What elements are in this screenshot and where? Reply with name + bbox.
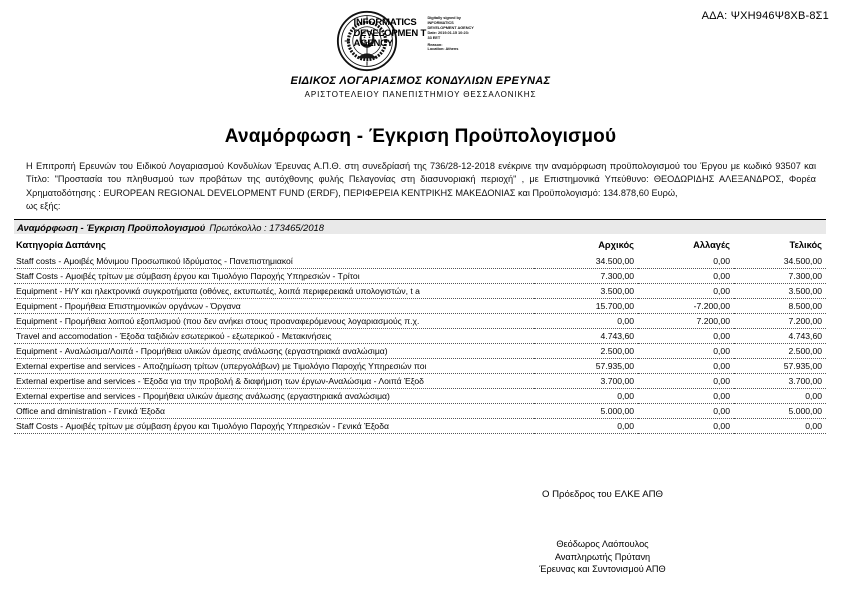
stamp-line-6: Reason:	[427, 41, 443, 47]
stamp-line-1: Digitally signed by	[427, 15, 461, 20]
cell-final: 2.500,00	[734, 344, 826, 359]
table-row	[14, 314, 826, 329]
cell-category: Staff Costs - Αμοιβές τρίτων με σύμβαση έργου και Τιμολόγιο Παροχής Υπηρεσιών - Τρίτοι	[14, 269, 534, 284]
column-header-category: Κατηγορία Δαπάνης	[16, 240, 106, 250]
cell-category: External expertise and services - Αποζημίωση τρίτων (υπεργολάβων) με Τιμολόγιο Παροχής Υπηρεσιών ποι	[14, 359, 534, 374]
cell-initial: 34.500,00	[534, 254, 638, 269]
cell-changes: 0,00	[638, 389, 734, 404]
organization-name: ΕΙΔΙΚΟΣ ΛΟΓΑΡΙΑΣΜΟΣ ΚΟΝΔΥΛΙΩΝ ΕΡΕΥΝΑΣ	[290, 75, 551, 87]
cell-final: 7.300,00	[734, 269, 826, 284]
cell-initial: 4.743,60	[534, 329, 638, 344]
cell-category: Staff Costs - Αμοιβές τρίτων με σύμβαση έργου και Τιμολόγιο Παροχής Υπηρεσιών - Γενικά Έξοδα	[14, 419, 534, 434]
cell-category: Equipment - Η/Υ και ηλεκτρονικά συγκροτήματα (οθόνες, εκτυπωτές, λοιπά περιφερειακά υπολογιστών, t a	[14, 284, 534, 299]
cell-changes: 0,00	[638, 359, 734, 374]
cell-changes: 0,00	[638, 374, 734, 389]
signatory-role-line-2: Έρευνας και Συντονισμού ΑΠΘ	[539, 564, 666, 575]
section-bar	[14, 219, 826, 234]
cell-initial: 7.300,00	[534, 269, 638, 284]
organization-subtitle: ΑΡΙΣΤΟΤΕΛΕΙΟΥ ΠΑΝΕΠΙΣΤΗΜΙΟΥ ΘΕΣΣΑΛΟΝΙΚΗΣ	[304, 90, 537, 99]
page-title: Αναμόρφωση - Έγκριση Προϋπολογισμού	[224, 126, 617, 147]
cell-initial: 3.700,00	[534, 374, 638, 389]
budget-table	[14, 240, 826, 434]
seal-wrap	[328, 6, 524, 74]
cell-final: 57.935,00	[734, 359, 826, 374]
cell-changes: 0,00	[638, 404, 734, 419]
cell-final: 4.743,60	[734, 329, 826, 344]
budget-table-wrap	[14, 240, 826, 434]
seal-row	[0, 6, 841, 74]
table-row	[14, 299, 826, 314]
cell-category: External expertise and services - Προμήθεια υλικών άμεσης ανάλωσης (εργαστηριακά αναλώσιμα)	[14, 389, 534, 404]
cell-changes: 0,00	[638, 269, 734, 284]
column-header-final: Τελικός	[789, 240, 822, 250]
cell-final: 5.000,00	[734, 404, 826, 419]
table-header-row	[14, 240, 826, 254]
table-row	[14, 329, 826, 344]
cell-changes: 0,00	[638, 254, 734, 269]
table-row	[14, 359, 826, 374]
signatory-name: Θεόδωρος Λαόπουλος	[556, 539, 649, 549]
seal-overlay-label: INFORMATICS DEVELOPMEN T AGENCY	[353, 17, 427, 49]
cell-initial: 0,00	[534, 314, 638, 329]
cell-initial: 0,00	[534, 389, 638, 404]
column-header-initial: Αρχικός	[598, 240, 634, 250]
intro-body: Η Επιτροπή Ερευνών του Ειδικού Λογαριασμού Κονδυλίων Έρευνας Α.Π.Θ. στη συνεδρίασή της 736/28-12-2018 ενέκρινε την αναμόρφωση προϋπολογισμού του Έργου με κωδικό 93507 και Τίτλο: "Προστασία του πληθυσμού των προβάτων της αυτόχθονης φυλής Πελαγονίας στη διασυνοριακή περιοχή" , με Επιστημονικά Υπεύθυνο: ΘΕΟΔΩΡΙΔΗΣ ΑΛΕΞΑΝΔΡΟΣ, Φορέα Χρηματοδότησης : EUROPEAN REGIONAL DEVELOPMENT FUND (ERDF), ΠΕΡΙΦΕΡΕΙΑ ΚΕΝΤΡΙΚΗΣ ΜΑΚΕΔΟΝΙΑΣ και Προϋπολογισμό: 134.878,60 Ευρώ,	[26, 161, 816, 198]
cell-category: Equipment - Προμήθεια λοιπού εξοπλισμού (που δεν ανήκει στους προαναφερόμενους λογαριασμούς π.χ.	[14, 314, 534, 329]
ada-code: ΑΔΑ: ΨΧΗ946Ψ8ΧΒ-8Σ1	[701, 10, 829, 22]
cell-category: Staff costs - Αμοιβές Μόνιμου Προσωπικού Ιδρύματος - Πανεπιστημιακοί	[14, 254, 534, 269]
cell-initial: 0,00	[534, 419, 638, 434]
cell-final: 3.500,00	[734, 284, 826, 299]
signatory-role-line-1: Αναπληρωτής Πρύτανη	[554, 551, 651, 562]
stamp-line-3: DEVELOPMENT AGENCY	[427, 24, 474, 30]
intro-tail: ως εξής:	[26, 200, 61, 211]
cell-initial: 57.935,00	[534, 359, 638, 374]
cell-category: Equipment - Αναλώσιμα/Λοιπά - Προμήθεια υλικών άμεσης ανάλωσης (εργαστηριακά αναλώσιμα)	[14, 344, 534, 359]
section-bar-protocol: Πρωτόκολλο : 173465/2018	[209, 221, 324, 233]
table-row	[14, 254, 826, 269]
cell-initial: 3.500,00	[534, 284, 638, 299]
table-row	[14, 389, 826, 404]
president-label-row	[0, 489, 841, 500]
digital-signature-stamp	[428, 16, 524, 52]
table-row	[14, 419, 826, 434]
table-row	[14, 374, 826, 389]
cell-initial: 15.700,00	[534, 299, 638, 314]
cell-category: Travel and accomodation - Έξοδα ταξιδιών εσωτερικού - εξωτερικού - Μετακινήσεις	[14, 329, 534, 344]
document-header	[0, 6, 841, 99]
cell-changes: 0,00	[638, 284, 734, 299]
stamp-line-5: 33 EET	[427, 34, 441, 40]
intro-paragraph	[26, 160, 816, 213]
table-row	[14, 284, 826, 299]
cell-final: 7.200,00	[734, 314, 826, 329]
cell-changes: 0,00	[638, 344, 734, 359]
cell-initial: 5.000,00	[534, 404, 638, 419]
table-row	[14, 404, 826, 419]
stamp-line-7: Location: Athens	[427, 46, 459, 52]
president-label: Ο Πρόεδρος του ΕΛΚΕ ΑΠΘ	[542, 489, 663, 500]
budget-table-body	[14, 254, 826, 434]
cell-changes: 0,00	[638, 419, 734, 434]
cell-final: 3.700,00	[734, 374, 826, 389]
cell-final: 8.500,00	[734, 299, 826, 314]
cell-category: Equipment - Προμήθεια Επιστημονικών οργάνων - Όργανα	[14, 299, 534, 314]
table-row	[14, 269, 826, 284]
cell-final: 34.500,00	[734, 254, 826, 269]
cell-final: 0,00	[734, 419, 826, 434]
signature-name-block	[0, 538, 841, 576]
cell-category: Office and dministration - Γενικά Έξοδα	[14, 404, 534, 419]
cell-category: External expertise and services - Έξοδα για την προβολή & διαφήμιση των έργων-Αναλώσιμα - Λοιπά Έξοδ	[14, 374, 534, 389]
cell-initial: 2.500,00	[534, 344, 638, 359]
signature-inner	[488, 538, 718, 576]
stamp-line-2: INFORMATICS	[427, 19, 454, 25]
table-row	[14, 344, 826, 359]
section-bar-title: Αναμόρφωση - Έγκριση Προϋπολογισμού	[17, 221, 206, 233]
cell-changes: 0,00	[638, 329, 734, 344]
cell-changes: -7.200,00	[638, 299, 734, 314]
cell-final: 0,00	[734, 389, 826, 404]
stamp-line-4: Date: 2019.01.15 10:23:	[427, 29, 469, 35]
column-header-changes: Αλλαγές	[693, 240, 730, 250]
cell-changes: 7.200,00	[638, 314, 734, 329]
